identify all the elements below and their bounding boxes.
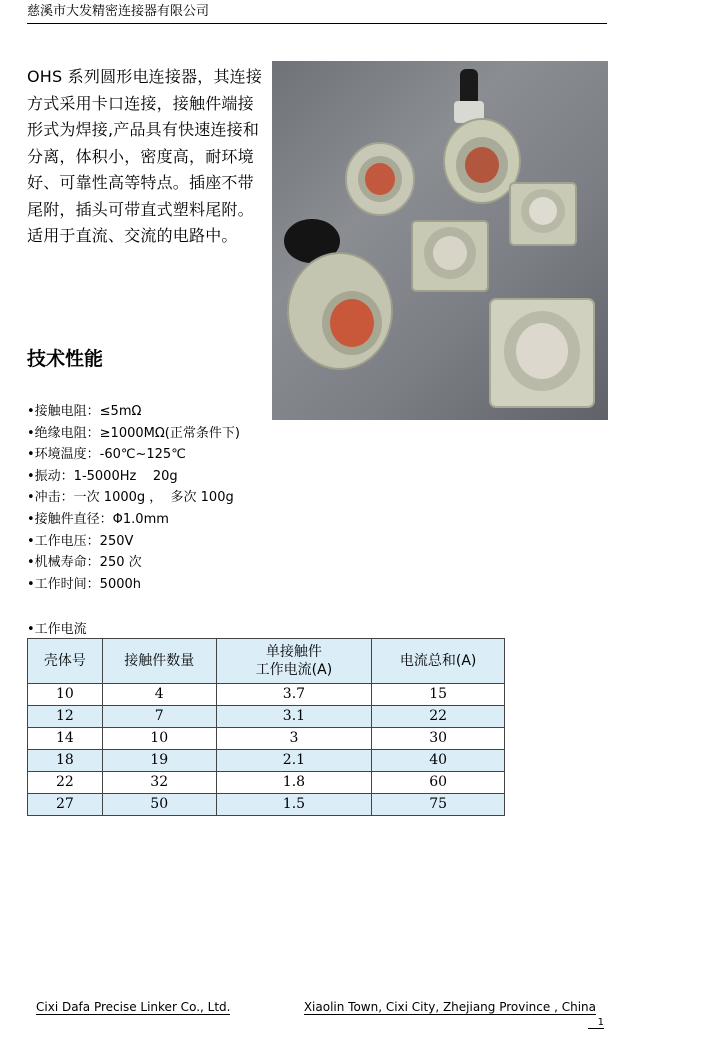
- connector-receptacle-left: [346, 143, 414, 215]
- table-row: [28, 794, 505, 816]
- cell-current: 1.5: [216, 794, 372, 816]
- header-single-current-line2: 工作电流(A): [255, 662, 333, 678]
- spec-item: •工作电压：250V: [27, 533, 134, 549]
- spec-list: [27, 401, 327, 595]
- connector-flange-middle: [412, 221, 488, 291]
- cell-current: 3: [216, 728, 372, 750]
- header-single-current: [216, 639, 372, 684]
- connector-plug-top: [444, 69, 520, 203]
- header-total-current: 电流总和(A): [372, 639, 505, 684]
- cell-shell: 27: [28, 794, 103, 816]
- cell-contacts: 19: [102, 750, 216, 772]
- footer-company: Cixi Dafa Precise Linker Co., Ltd.: [36, 1000, 231, 1014]
- header-single-current-line1: 单接触件: [265, 644, 322, 660]
- cell-current: 3.7: [216, 684, 372, 706]
- cell-shell: 12: [28, 706, 103, 728]
- connector-plug-left: [284, 219, 392, 369]
- page-header: [27, 3, 607, 24]
- product-photo: [272, 61, 608, 420]
- cell-shell: 22: [28, 772, 103, 794]
- cell-contacts: 10: [102, 728, 216, 750]
- cell-total: 30: [372, 728, 505, 750]
- page-number: 1: [588, 1017, 604, 1029]
- cell-contacts: 32: [102, 772, 216, 794]
- spec-item: •绝缘电阻：≥1000MΩ(正常条件下): [27, 425, 240, 441]
- spec-item: •接触电阻：≤5mΩ: [27, 404, 142, 419]
- cell-shell: 14: [28, 728, 103, 750]
- cell-total: 40: [372, 750, 505, 772]
- header-contact-count: 接触件数量: [102, 639, 216, 684]
- table-row: [28, 706, 505, 728]
- table-row: [28, 728, 505, 750]
- cell-current: 2.1: [216, 750, 372, 772]
- header-shell-size: 壳体号: [28, 639, 103, 684]
- spec-item: •环境温度：-60℃~125℃: [27, 447, 186, 463]
- page-footer: [36, 1000, 596, 1016]
- cell-total: 75: [372, 794, 505, 816]
- cell-contacts: 50: [102, 794, 216, 816]
- current-table-title: •工作电流: [27, 622, 87, 637]
- cell-shell: 18: [28, 750, 103, 772]
- table-header-row: [28, 639, 505, 684]
- spec-item: •接触件直径：Φ1.0mm: [27, 511, 169, 527]
- connector-flange-large: [490, 299, 594, 407]
- footer-address: Xiaolin Town, Cixi City, Zhejiang Province , China: [303, 1000, 596, 1014]
- cell-current: 1.8: [216, 772, 372, 794]
- cell-shell: 10: [28, 684, 103, 706]
- table-row: [28, 750, 505, 772]
- connector-flange-right: [510, 183, 576, 245]
- cell-total: 22: [372, 706, 505, 728]
- spec-item: •工作时间：5000h: [27, 576, 141, 592]
- table-row: [28, 684, 505, 706]
- intro-paragraph: OHS 系列圆形电连接器，其连接方式采用卡口连接，接触件端接形式为焊接,产品具有快速连接和分离，体积小，密度高，耐环境好、可靠性高等特点。插座不带尾附，插头可带直式塑料尾附。适用于直流、交流的电路中。: [27, 67, 263, 245]
- spec-item: •振动：1-5000Hz 20g: [27, 468, 178, 484]
- current-table: [27, 638, 505, 816]
- cell-current: 3.1: [216, 706, 372, 728]
- cell-total: 60: [372, 772, 505, 794]
- cell-contacts: 7: [102, 706, 216, 728]
- cell-total: 15: [372, 684, 505, 706]
- spec-item: •冲击：一次 1000g ， 多次 100g: [27, 490, 234, 506]
- spec-item: •机械寿命：250 次: [27, 555, 142, 571]
- section-title: 技术性能: [27, 348, 104, 370]
- company-name: 慈溪市大发精密连接器有限公司: [27, 4, 210, 19]
- cell-contacts: 4: [102, 684, 216, 706]
- table-row: [28, 772, 505, 794]
